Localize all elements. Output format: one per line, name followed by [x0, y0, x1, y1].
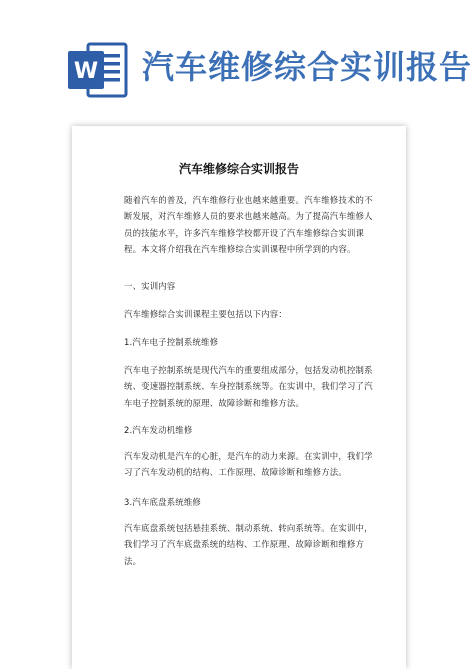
item-heading-2: 2.汽车发动机维修	[124, 425, 193, 435]
item-paragraph-2: 汽车发动机是汽车的心脏，是汽车的动力来源。在实训中，我们学习了汽车发动机的结构、工作原理、故障诊断和维修方法。	[124, 451, 373, 478]
item-paragraph-3: 汽车底盘系统包括悬挂系统、制动系统、转向系统等。在实训中，我们学习了汽车底盘系统的结构、工作原理、故障诊断和维修方法。	[124, 523, 373, 566]
document-page	[72, 126, 406, 669]
item-heading-1: 1.汽车电子控制系统维修	[124, 337, 219, 347]
banner-title: 汽车维修综合实训报告	[142, 48, 473, 86]
word-document-icon	[66, 38, 130, 102]
item-heading-3: 3.汽车底盘系统维修	[124, 497, 201, 507]
word-logo-letter: W	[73, 59, 99, 84]
section-heading: 一、实训内容	[124, 281, 176, 291]
item-paragraph-1: 汽车电子控制系统是现代汽车的重要组成部分，包括发动机控制系统、变速器控制系统、车身控制系统等。在实训中，我们学习了汽车电子控制系统的原理、故障诊断和维修方法。	[124, 365, 373, 408]
intro-paragraph: 随着汽车的普及，汽车维修行业也越来越重要。汽车维修技术的不断发展，对汽车维修人员的要求也越来越高。为了提高汽车维修人员的技能水平，许多汽车维修学校都开设了汽车维修综合实训课程。本文将介绍我在汽车维修综合实训课程中所学到的内容。	[124, 195, 373, 255]
banner	[0, 0, 474, 125]
document-title: 汽车维修综合实训报告	[178, 162, 299, 176]
section-intro: 汽车维修综合实训课程主要包括以下内容：	[124, 309, 287, 319]
